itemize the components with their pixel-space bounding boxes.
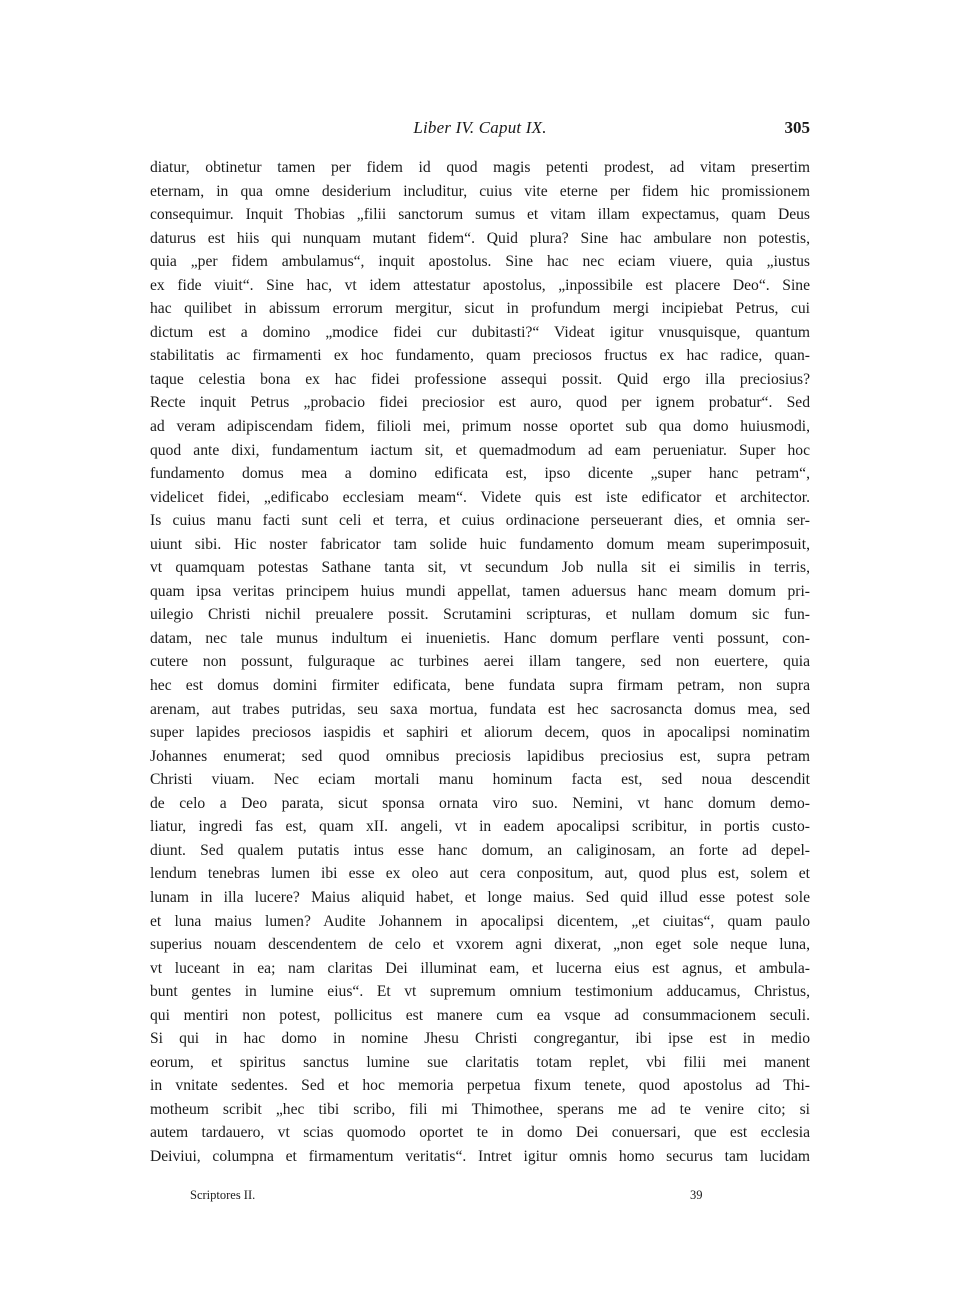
body-text bbox=[150, 156, 810, 1169]
text-line: ad veram adipiscendam fidem, filioli mei, primum nosse oportet sub qua domo huiusmodi, bbox=[150, 418, 810, 436]
text-line: datam, nec tale munus indultum ei inuenietis. Hanc domum perflare venti possunt, con- bbox=[150, 629, 810, 647]
running-head bbox=[150, 118, 810, 144]
text-line: daturus est hiis qui nunquam mutant fidem“. Quid plura? Sine hac ambulare non potestis, bbox=[150, 229, 810, 247]
text-line: in vnitate sedentes. Sed et hoc memoria perpetua fixum tenete, quod apostolus ad Thi- bbox=[150, 1077, 810, 1095]
text-line: diunt. Sed qualem putatis intus esse hanc domum, an caliginosam, an forte ad depel- bbox=[150, 841, 810, 859]
text-line: Johannes enumerat; sed quod omnibus preciosis lapidibus preciosius est, supra petram bbox=[150, 747, 810, 765]
running-title: Liber IV. Caput IX. bbox=[413, 118, 547, 137]
text-line: quam ipsa veritas principem huius mundi appellat, tamen aduersus hanc meam domum pri- bbox=[150, 582, 810, 600]
text-line: eternam, in qua omne desiderium includitur, cuius vite eterne per fidem hic promissionem bbox=[150, 182, 810, 200]
text-line: qui mentiri non potest, pollicitus est manere cum ea vsque ad consummacionem seculi. bbox=[150, 1006, 810, 1024]
text-line: diatur, obtinetur tamen per fidem id quod magis petenti prodest, ad vitam presertim bbox=[150, 159, 810, 176]
text-line: consequimur. Inquit Thobias „filii sanctorum sumus et vitam illam expectamus, quam Deus bbox=[150, 206, 810, 224]
text-line: videlicet fidei, „edificabo ecclesiam meam“. Videte quis est iste edificator et architector. bbox=[150, 488, 810, 506]
page-footer bbox=[150, 1188, 810, 1208]
text-line: cutere non possunt, fulguraque ac turbines aerei illam tangere, sed non euertere, quia bbox=[150, 653, 810, 671]
text-line: liatur, ingredi fas est, quam xII. angeli, vt in eadem apocalipsi scribitur, in portis custo- bbox=[150, 818, 810, 836]
text-line: uiunt sibi. Hic noster fabricator tam solide huic fundamento domum meam superimposuit, bbox=[150, 535, 810, 553]
text-line: lunam in illa lucere? Maius aliquid habet, et longe maius. Sed quid illud esse potest sole bbox=[150, 888, 810, 906]
text-line: fundamento domus mea a domino edificata est, ipso dicente „super hanc petram“, bbox=[150, 465, 810, 483]
text-line: bunt gentes in lumine eius“. Et vt supremum omnium testimonium adducamus, Christus, bbox=[150, 983, 810, 1001]
page-number: 305 bbox=[784, 118, 810, 137]
text-line: ex fide viuit“. Sine hac, vt idem attestatur apostolus, „inpossibile est placere Deo“. Sine bbox=[150, 276, 810, 294]
text-line: hac quilibet in abissum errorum mergitur, sicut in profundum mergi incipiebat Petrus, cui bbox=[150, 300, 810, 318]
text-line: uilegio Christi nichil preualere possit. Scrutamini scripturas, et nullam domum sic fun- bbox=[150, 606, 810, 624]
text-line: autem tardauero, vt scias quomodo oportet te in domo Dei conuersari, que est ecclesia bbox=[150, 1124, 810, 1142]
text-line: quod ante dixi, fundamentum iactum sit, et quemadmodum ad eam perueniatur. Super hoc bbox=[150, 441, 810, 459]
text-line: hec est domus domini firmiter edificata, bene fundata supra firmam petram, non supra bbox=[150, 677, 810, 695]
text-line: vt quamquam potestas Sathane tanta sit, vt secundum Job nulla sit ei similis in terris, bbox=[150, 559, 810, 577]
text-line: super lapides preciosos iaspidis et saphiri et aliorum decem, quos in apocalipsi nominatim bbox=[150, 724, 810, 742]
text-line: vt luceant in ea; nam claritas Dei illuminat eam, et lucerna eius est agnus, et ambula- bbox=[150, 959, 810, 977]
text-line: Is cuius manu facti sunt celi et terra, et cuius ordinacione perseuerant dies, et omnia ser- bbox=[150, 512, 810, 530]
series-label: Scriptores II. bbox=[190, 1188, 256, 1202]
signature-mark: 39 bbox=[690, 1188, 703, 1202]
text-line: superius nouam descendentem de celo et vxorem agni dixerat, „non eget sole neque luna, bbox=[150, 936, 810, 954]
text-line: quia „per fidem ambulamus“, inquit apostolus. Sine hac nec eciam viuere, quia „iustus bbox=[150, 253, 810, 271]
text-line: Deiviui, columpna et firmamentum veritatis“. Intret igitur omnis homo securus tam lucidam bbox=[150, 1147, 810, 1165]
text-line: eorum, et spiritus sanctus lumine sue claritatis totam replet, vbi filii mei manent bbox=[150, 1053, 810, 1071]
text-line: motheum scribit „hec tibi scribo, fili mi Thimothee, sperans me ad te venire cito; si bbox=[150, 1100, 810, 1118]
text-line: taque celestia bona ex hac fidei professione assequi possit. Quid ergo illa preciosius? bbox=[150, 370, 810, 388]
text-line: Christi viuam. Nec eciam mortali manu hominum facta est, sed noua descendit bbox=[150, 771, 810, 789]
text-line: lendum tenebras lumen ibi esse ex oleo aut cera conpositum, aut, quod plus est, solem et bbox=[150, 865, 810, 883]
text-line: stabilitatis ac firmamenti ex hoc fundamento, quam preciosos fructus ex hac radice, quan- bbox=[150, 347, 810, 365]
text-line: de celo a Deo parata, sicut sponsa ornata viro suo. Nemini, vt hanc domum demo- bbox=[150, 794, 810, 812]
text-line: Si qui in hac domo in nomine Jhesu Christi congregantur, ibi ipse est in medio bbox=[150, 1030, 810, 1048]
text-line: dictum est a domino „modice fidei cur dubitasti?“ Videat igitur vnusquisque, quantum bbox=[150, 323, 810, 341]
text-line: et luna maius lumen? Audite Johannem in apocalipsi dicentem, „et ciuitas“, quam paulo bbox=[150, 912, 810, 930]
text-line: Recte inquit Petrus „probacio fidei preciosior est auro, quod per ignem probatur“. Sed bbox=[150, 394, 810, 412]
text-line: arenam, aut trabes putridas, seu saxa mortua, fundata est hec sacrosancta domus mea, sed bbox=[150, 700, 810, 718]
